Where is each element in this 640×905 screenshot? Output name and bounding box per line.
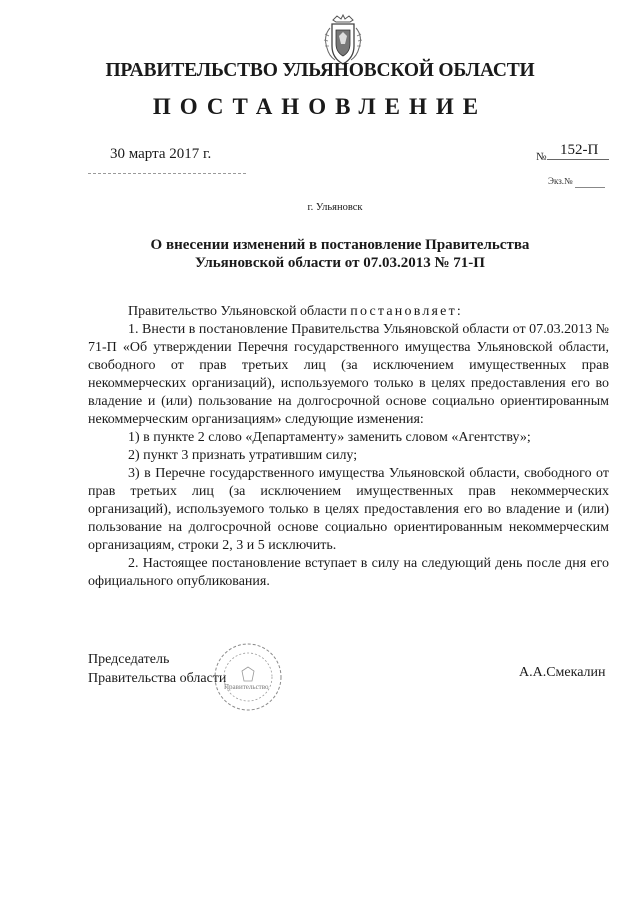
government-name: ПРАВИТЕЛЬСТВО УЛЬЯНОВСКОЙ ОБЛАСТИ <box>105 60 535 81</box>
intro-prefix: Правительство Ульяновской области <box>128 304 351 319</box>
position-line-2: Правительства области <box>88 671 227 686</box>
intro-paragraph <box>88 303 609 321</box>
item-2: 2. Настоящее постановление вступает в силу на следующий день после дня его официального опубликования. <box>88 556 609 589</box>
subject-line-1: О внесении изменений в постановление Правительства <box>150 237 530 253</box>
number-underline <box>547 159 609 160</box>
item-1: 1. Внести в постановление Правительства Ульяновской области от 07.03.2013 № 71-П «Об утверждении Перечня государственного имущества Ульяновской области, свободного от прав третьих лиц (за исключением имущественных прав некоммерческих организаций), используемого только в целях предоставления его во владение и (или) пользование на долгосрочной основе социально ориентированным некоммерческим организациям» следующие изменения: <box>88 322 609 427</box>
subitem-1: 1) в пункте 2 слово «Департаменту» заменить словом «Агентству»; <box>128 430 531 445</box>
copy-number-label: Экз.№ <box>548 176 573 186</box>
signatory-name: А.А.Смекалин <box>519 665 606 680</box>
intro-resolves: постановляет: <box>350 304 463 319</box>
document-subject <box>80 236 600 272</box>
document-number: 152-П <box>560 142 599 158</box>
document-type: ПОСТАНОВЛЕНИЕ <box>152 94 488 119</box>
subject-line-2: Ульяновской области от 07.03.2013 № 71-П <box>195 255 485 271</box>
number-sign: № <box>536 151 547 163</box>
copy-number-underline <box>575 187 605 188</box>
subitem-2: 2) пункт 3 признать утратившим силу; <box>128 448 358 463</box>
city: г. Ульяновск <box>307 202 363 213</box>
position-line-1: Председатель <box>88 652 170 667</box>
document-body <box>88 303 609 591</box>
document-date: 30 марта 2017 г. <box>110 146 212 162</box>
stamp-text: Правительство <box>224 683 269 691</box>
date-underline <box>88 173 246 174</box>
signature-position <box>88 650 226 688</box>
subitem-3: 3) в Перечне государственного имущества Ульяновской области, свободного от прав третьих лиц (за исключением имущественных прав некоммерческих организаций), используемого только в целях предоставления его во владение и (или) пользование на долгосрочной основе социально ориентированным некоммерческим организациям, строки 2, 3 и 5 исключить. <box>88 466 609 553</box>
seal-stamp-icon <box>212 641 284 713</box>
